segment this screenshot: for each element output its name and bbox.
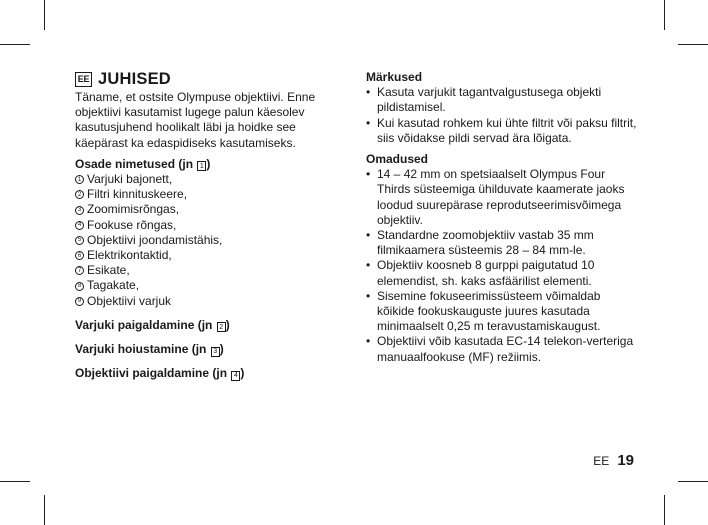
crop-mark	[44, 0, 45, 30]
remarks-heading: Märkused	[366, 70, 423, 84]
list-item: • Sisemine fokuseerimissüsteem võimaldab kõikide fookuskauguste juures kasutada minimaalselt 0,25 m teravustamiskaugust.	[366, 289, 638, 335]
crop-mark	[678, 44, 708, 45]
list-item	[75, 172, 345, 187]
list-item	[75, 294, 345, 309]
language-badge: EE	[75, 72, 92, 87]
crop-mark	[0, 481, 30, 482]
right-column	[366, 70, 638, 365]
part-label: Filtri kinnituskeere,	[87, 187, 188, 202]
list-item	[75, 278, 345, 293]
part-label: Tagakate,	[87, 278, 140, 293]
number-circle: 2	[75, 190, 84, 199]
part-label: Zoomimisrõngas,	[87, 202, 180, 217]
list-item	[75, 248, 345, 263]
list-item: • Objektiivi võib kasutada EC-14 telekon-verteriga manuaalfookuse (MF) režiimis.	[366, 334, 638, 364]
list-item: • Kasuta varjukit tagantvalgustusega objekti pildistamisel.	[366, 85, 638, 115]
page-footer	[593, 452, 634, 469]
part-list	[75, 172, 345, 309]
figure-ref-box: 2	[217, 322, 226, 332]
part-label: Esikate,	[87, 263, 130, 278]
figure-ref-box: 3	[211, 347, 220, 357]
list-item: • Objektiiv koosneb 8 gurppi paigutatud 10 elemendist, sh. kaks asfäärilist elementi.	[366, 258, 638, 288]
number-circle: 7	[75, 266, 84, 275]
number-circle: 5	[75, 236, 84, 245]
crop-mark	[678, 481, 708, 482]
part-label: Objektiivi varjuk	[87, 293, 172, 308]
list-item	[75, 233, 345, 248]
part-label: Objektiivi joondamistähis,	[87, 232, 223, 247]
properties-list	[366, 167, 638, 365]
left-column	[75, 70, 345, 381]
number-circle: 3	[75, 206, 84, 215]
number-circle: 8	[75, 282, 84, 291]
section-heading-hood-attach: Varjuki paigaldamine (jn 2 )	[75, 317, 230, 332]
title-row	[75, 70, 345, 89]
list-item	[75, 263, 345, 278]
number-circle: 6	[75, 251, 84, 260]
number-circle: 4	[75, 221, 84, 230]
section-heading-lens-attach: Objektiivi paigaldamine (jn 4 )	[75, 366, 245, 381]
crop-mark	[664, 495, 665, 525]
intro-paragraph: Täname, et ostsite Olympuse objektiivi. Enne objektiivi kasutamist lugege palun käesolev kasutusjuhend hoolikalt läbi ja hoidke see käepärast ka edaspidiseks kasutamiseks.	[75, 90, 316, 150]
figure-ref-box: 4	[231, 371, 240, 381]
number-circle: 9	[75, 297, 84, 306]
list-item: • Kui kasutad rohkem kui ühte filtrit või paksu filtrit, siis võidakse pildi servad ära lõigata.	[366, 116, 638, 146]
list-item	[75, 187, 345, 202]
page-number: 19	[617, 452, 634, 469]
list-item: • 14 – 42 mm on spetsiaalselt Olympus Four Thirds süsteemiga ühilduvate kaamerate jaoks loodud suurepärase reprodutseerimisvõimega objektiiv.	[366, 167, 638, 228]
part-names-heading: Osade nimetused (jn 1 )	[75, 156, 211, 171]
footer-language-code: EE	[593, 454, 610, 468]
section-heading-hood-storage: Varjuki hoiustamine (jn 3 )	[75, 342, 224, 357]
page-title: JUHISED	[98, 69, 171, 88]
figure-ref-box: 1	[197, 161, 206, 171]
part-label: Varjuki bajonett,	[87, 172, 173, 187]
properties-heading: Omadused	[366, 152, 429, 167]
list-item	[75, 202, 345, 217]
crop-mark	[0, 44, 30, 45]
part-label: Fookuse rõngas,	[87, 217, 177, 232]
crop-mark	[664, 0, 665, 30]
list-item	[75, 218, 345, 233]
list-item: • Standardne zoomobjektiiv vastab 35 mm filmikaamera süsteemis 28 – 84 mm-le.	[366, 228, 638, 258]
number-circle: 1	[75, 175, 84, 184]
crop-mark	[44, 495, 45, 525]
part-label: Elektrikontaktid,	[87, 248, 172, 263]
remarks-list	[366, 85, 638, 146]
